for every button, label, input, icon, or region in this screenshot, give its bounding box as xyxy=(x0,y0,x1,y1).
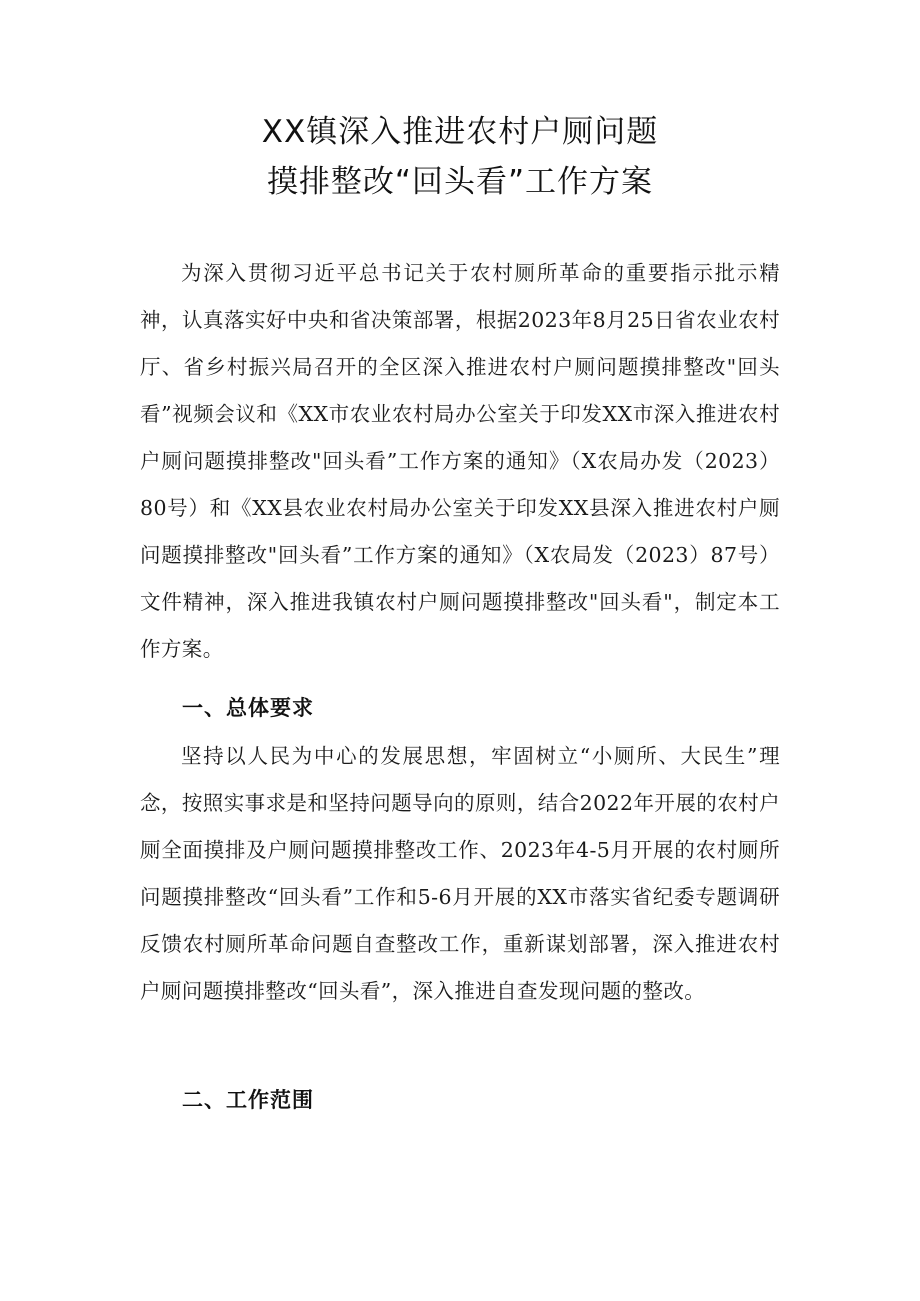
section-heading-work-scope: 二、工作范围 xyxy=(182,1088,314,1112)
general-requirements-paragraph: 坚持以人民为中心的发展思想，牢固树立“小厕所、大民生”理念，按照实事求是和坚持问题导向的原则，结合2022年开展的农村户厕全面摸排及户厕问题摸排整改工作、2023年4-5月开展的农村厕所问题摸排整改“回头看”工作和5-6月开展的XX市落实省纪委专题调研反馈农村厕所革命问题自查整改工作，重新谋划部署，深入推进农村户厕问题摸排整改“回头看”，深入推进自查发现问题的整改。 xyxy=(140,744,780,1003)
document-title-line-1: XX镇深入推进农村户厕问题 xyxy=(261,114,659,150)
section-heading-general-requirements: 一、总体要求 xyxy=(182,696,314,720)
intro-paragraph: 为深入贯彻习近平总书记关于农村厕所革命的重要指示批示精神，认真落实好中央和省决策部署，根据2023年8月25日省农业农村厅、省乡村振兴局召开的全区深入推进农村户厕问题摸排整改"回头看”视频会议和《XX市农业农村局办公室关于印发XX市深入推进农村户厕问题摸排整改"回头看”工作方案的通知》（X农局办发（2023）80号）和《XX县农业农村局办公室关于印发XX县深入推进农村户厕问题摸排整改"回头看”工作方案的通知》（X农局发（2023）87号）文件精神，深入推进我镇农村户厕问题摸排整改"回头看"，制定本工作方案。 xyxy=(140,261,780,661)
document-title-line-2: 摸排整改“回头看”工作方案 xyxy=(266,164,654,200)
